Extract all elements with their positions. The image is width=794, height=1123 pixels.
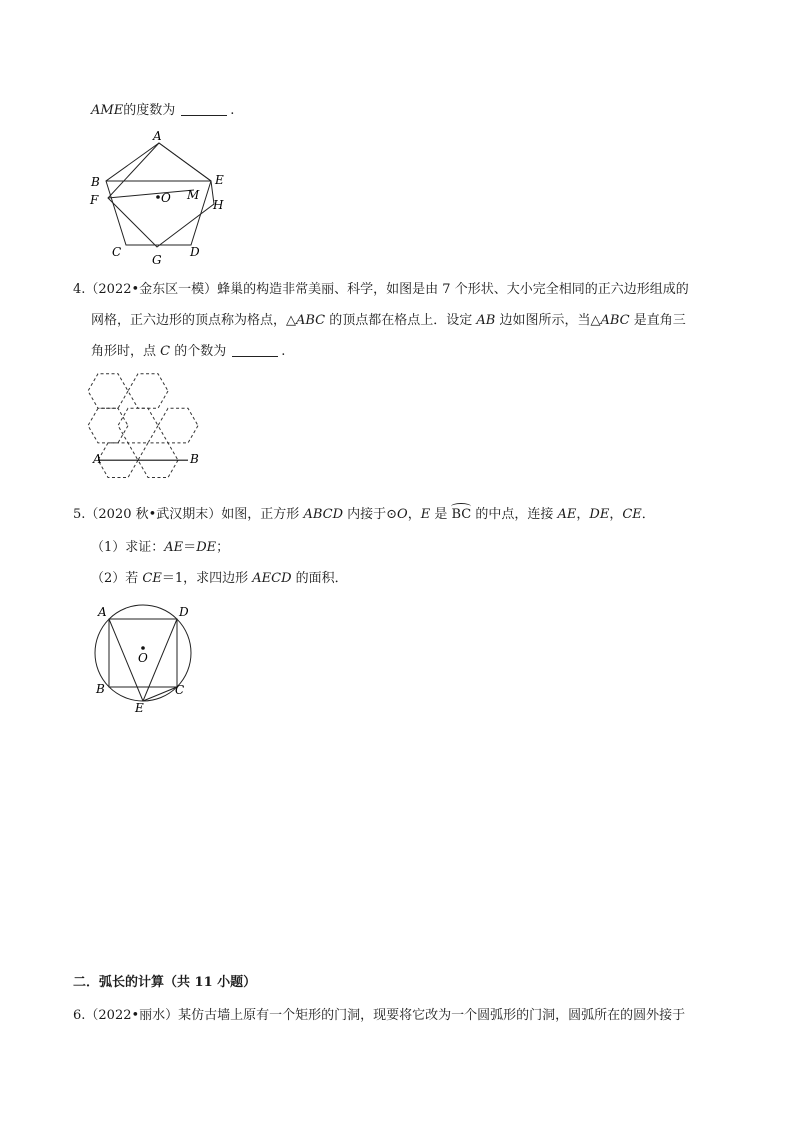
label-H: H bbox=[213, 198, 224, 212]
label-E: E bbox=[135, 701, 144, 715]
q5-text: 如图，正方形 bbox=[221, 507, 304, 522]
q5-part2-aecd: AECD bbox=[252, 571, 292, 586]
q5-ce: CE bbox=[622, 507, 642, 522]
q5-part1-end: ； bbox=[216, 540, 230, 555]
q5-abcd: ABCD bbox=[303, 507, 343, 522]
hexagon bbox=[118, 408, 158, 443]
q4-line3 bbox=[91, 344, 285, 360]
q5-part1-ae: AE bbox=[164, 540, 184, 555]
q5-text: ， bbox=[407, 507, 421, 522]
q5-source: （2020 秋•武汉期末） bbox=[85, 507, 222, 522]
q4-text-3a: 角形时，点 bbox=[91, 344, 161, 359]
q5-e: E bbox=[420, 507, 431, 522]
q5-ae: AE bbox=[557, 507, 577, 522]
label-D: D bbox=[179, 605, 189, 619]
q4-end: . bbox=[281, 344, 286, 359]
q5-part2-end: 的面积． bbox=[291, 571, 348, 586]
q6-text: 某仿古墙上原有一个矩形的门洞，现要将它改为一个圆弧形的门洞，圆弧所在的圆外接于 bbox=[178, 1008, 686, 1023]
q5-part1-eq: ＝ bbox=[183, 540, 197, 555]
label-G: G bbox=[152, 253, 162, 267]
q4-text-2g: 是直角三 bbox=[629, 313, 686, 328]
q5-part2-text: （2）若 bbox=[91, 571, 143, 586]
q5-number: 5. bbox=[73, 507, 86, 522]
q4-line2 bbox=[91, 313, 686, 329]
q4-ab: AB bbox=[476, 313, 496, 328]
hexagon bbox=[88, 374, 128, 409]
segment-FM bbox=[108, 190, 194, 198]
figure-honeycomb bbox=[86, 365, 216, 490]
q5-arc-bc: BC bbox=[451, 507, 472, 522]
figure-circle-square bbox=[88, 600, 204, 718]
q5-text: 内接于⊙ bbox=[343, 507, 398, 522]
label-A: A bbox=[98, 605, 107, 619]
q5-de: DE bbox=[589, 507, 610, 522]
label-M: M bbox=[187, 188, 200, 202]
q4-text-2c: 的顶点都在格点上．设定 bbox=[325, 313, 477, 328]
q3-text: 的度数为 bbox=[123, 103, 176, 118]
label-A: A bbox=[153, 129, 162, 143]
hexagon bbox=[158, 408, 198, 443]
label-C: C bbox=[112, 245, 122, 259]
label-B: B bbox=[96, 682, 105, 696]
q5-text: 是 bbox=[430, 507, 452, 522]
q5-text: ， bbox=[576, 507, 590, 522]
q5-line1 bbox=[73, 507, 655, 523]
hexagon bbox=[128, 374, 168, 409]
section-title: 二．弧长的计算（共 11 小题） bbox=[73, 975, 257, 990]
label-O: O bbox=[138, 651, 148, 665]
q4-c: C bbox=[160, 344, 171, 359]
q5-part2-text: ＝1，求四边形 bbox=[161, 571, 253, 586]
q5-part2 bbox=[91, 571, 348, 587]
q4-line1 bbox=[73, 282, 689, 298]
answer-blank[interactable] bbox=[181, 103, 227, 116]
label-D: D bbox=[190, 245, 200, 259]
q5-text: 的中点，连接 bbox=[471, 507, 558, 522]
q4-text-2a: 网格，正六边形的顶点称为格点，△ bbox=[91, 313, 296, 328]
q5-part1 bbox=[91, 540, 229, 556]
label-O: O bbox=[161, 191, 171, 205]
q4-abc-1: ABC bbox=[296, 313, 326, 328]
center-O bbox=[156, 195, 160, 199]
q5-text: ， bbox=[609, 507, 623, 522]
label-A: A bbox=[93, 452, 102, 466]
q3-end: . bbox=[230, 103, 235, 118]
q3-tail bbox=[91, 103, 234, 119]
label-B: B bbox=[91, 175, 100, 189]
q5-part1-de: DE bbox=[196, 540, 217, 555]
label-C: C bbox=[175, 683, 185, 697]
label-B: B bbox=[190, 452, 199, 466]
q5-part1-text: （1）求证： bbox=[91, 540, 165, 555]
q6-line1 bbox=[73, 1008, 685, 1024]
q5-o: O bbox=[397, 507, 408, 522]
label-E: E bbox=[215, 173, 224, 187]
center-O bbox=[141, 646, 145, 650]
hexagon bbox=[88, 408, 128, 443]
q4-text-1: 蜂巢的构造非常美丽、科学，如图是由 7 个形状、大小完全相同的正六边形组成的 bbox=[217, 282, 689, 297]
answer-blank[interactable] bbox=[232, 344, 278, 357]
q4-abc-2: ABC bbox=[600, 313, 630, 328]
q4-text-2e: 边如图所示，当△ bbox=[495, 313, 601, 328]
q5-text: ． bbox=[641, 507, 655, 522]
q6-source: （2022•丽水） bbox=[85, 1008, 179, 1023]
label-F: F bbox=[90, 193, 99, 207]
q6-number: 6. bbox=[73, 1008, 86, 1023]
q4-number: 4. bbox=[73, 282, 86, 297]
figure-pentagon bbox=[84, 128, 234, 268]
q4-source: （2022•金东区一模） bbox=[85, 282, 218, 297]
q4-text-3c: 的个数为 bbox=[170, 344, 227, 359]
q5-part2-ce: CE bbox=[142, 571, 162, 586]
q3-angle: AME bbox=[91, 103, 124, 118]
